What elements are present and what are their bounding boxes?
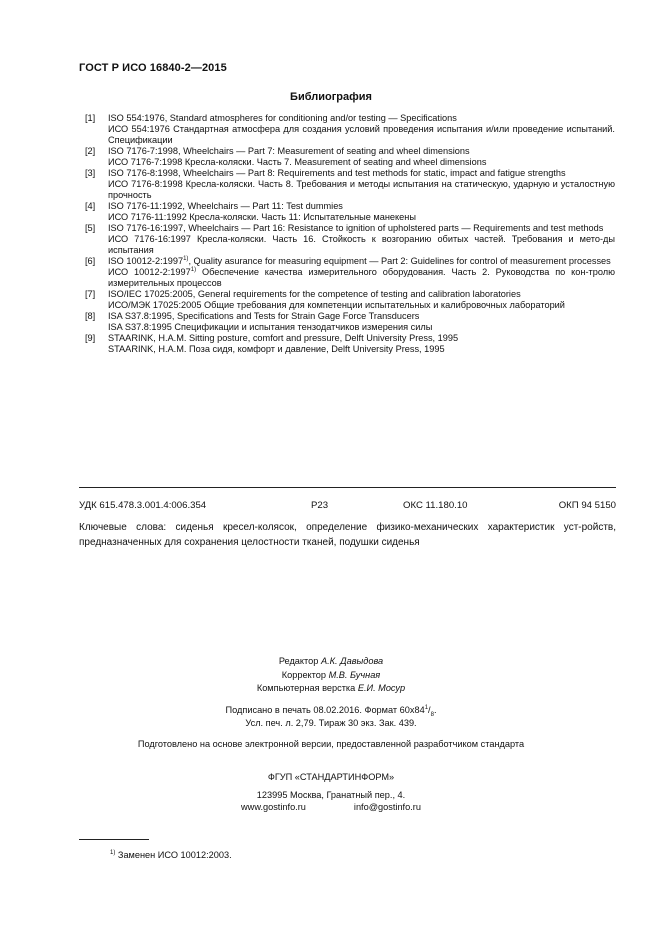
ref-number: [2] xyxy=(85,146,96,156)
bibliography-item xyxy=(85,113,615,146)
footnote-divider xyxy=(79,839,149,840)
ref-line: ИСО 7176-16:1997 Кресла-коляски. Часть 16. Стойкость к возгоранию обитых частей. Требования и мето-ды испытания xyxy=(108,234,615,255)
corrector-label: Корректор xyxy=(281,670,327,680)
corrector-line xyxy=(0,669,662,681)
format-fraction: $^1/_8$ xyxy=(424,704,434,718)
print-line: Усл. печ. л. 2,79. Тираж 30 экз. Зак. 439. xyxy=(245,718,417,728)
ref-number: [6] xyxy=(85,256,96,266)
ref-text: , Quality asurance for measuring equipment — Part 2: Guidelines for control of measurement processes xyxy=(188,256,611,266)
ref-line: STAARINK, H.A.M. Поза сидя, комфорт и давление, Delft University Press, 1995 xyxy=(108,344,445,354)
ref-line: ИСО 7176-7:1998 Кресла-коляски. Часть 7. Measurement of seating and wheel dimensions xyxy=(108,157,487,167)
udk-code: УДК 615.478.3.001.4:006.354 xyxy=(79,500,207,511)
bibliography-item xyxy=(85,201,615,223)
footnote-ref: 1) xyxy=(183,255,189,262)
layout-name: Е.И. Мосур xyxy=(357,683,406,693)
bibliography-item xyxy=(85,311,615,333)
bibliography-list xyxy=(85,113,615,355)
editor-name: А.К. Давыдова xyxy=(320,656,384,666)
okp-code: ОКП 94 5150 xyxy=(558,500,616,511)
ref-line: ISO 7176-16:1997, Wheelchairs — Part 16: Resistance to ignition of upholstered parts — Requirements and test methods xyxy=(108,223,604,233)
ref-line xyxy=(108,267,615,289)
bibliography-item xyxy=(85,256,615,289)
ref-line: ИСО/МЭК 17025:2005 Общие требования для компетенции испытательных и калибровочных лабораторий xyxy=(108,300,565,310)
ref-text: ИСО 10012-2:1997 xyxy=(108,267,191,277)
ref-number: [9] xyxy=(85,333,96,343)
ref-line: ISO 7176-8:1998, Wheelchairs — Part 8: Requirements and test methods for static, impact and fatigue strengths xyxy=(108,168,566,178)
fraction-numerator: 1 xyxy=(424,704,429,711)
ref-number: [7] xyxy=(85,289,96,299)
keywords: Ключевые слова: сиденья кресел-колясок, определение физико-механических характеристик уст-ройств, предназначенных для сохранения целостности тканей, подушки сиденья xyxy=(79,522,616,548)
editor-label: Редактор xyxy=(278,656,319,666)
fraction-denominator: 8 xyxy=(430,711,434,718)
signed-text: Подписано в печать 08.02.2016. Формат 60x84 xyxy=(225,705,425,715)
layout-line xyxy=(0,682,662,694)
editor-line xyxy=(0,655,662,667)
ref-number: [4] xyxy=(85,201,96,211)
ref-line: ISA S37.8:1995 Спецификации и испытания тензодатчиков измерения силы xyxy=(108,322,433,332)
bibliography-item xyxy=(85,168,615,201)
group-code: Р23 xyxy=(311,500,329,511)
ref-line: ISO/IEC 17025:2005, General requirements for the competence of testing and calibration laboratories xyxy=(108,289,521,299)
bibliography-item xyxy=(85,223,615,256)
ref-number: [3] xyxy=(85,168,96,178)
ref-line: ИСО 554:1976 Стандартная атмосфера для создания условий проведения испытания и/или проведение испытаний. Спецификации xyxy=(108,124,615,145)
corrector-name: М.В. Бучная xyxy=(328,670,381,680)
prepared-line: Подготовлено на основе электронной версии, предоставленной разработчиком стандарта xyxy=(137,739,525,749)
ref-line: ISA S37.8:1995, Specifications and Tests for Strain Gage Force Transducers xyxy=(108,311,420,321)
bibliography-item xyxy=(85,289,615,311)
contacts-line xyxy=(0,801,662,813)
ref-line: ISO 554:1976, Standard atmospheres for conditioning and/or testing — Specifications xyxy=(108,113,457,123)
ref-line xyxy=(108,256,615,267)
email-link[interactable]: info@gostinfo.ru xyxy=(353,802,421,812)
footnote xyxy=(110,850,232,860)
ref-number: [5] xyxy=(85,223,96,233)
standard-code: ГОСТ Р ИСО 16840-2—2015 xyxy=(79,62,227,74)
layout-label: Компьютерная верстка xyxy=(256,683,356,693)
ref-number: [1] xyxy=(85,113,96,123)
bibliography-item xyxy=(85,146,615,168)
bibliography-title: Библиография xyxy=(290,91,372,103)
footnote-ref: 1) xyxy=(190,266,197,273)
ref-number: [8] xyxy=(85,311,96,321)
ref-line: ISO 7176-7:1998, Wheelchairs — Part 7: Measurement of seating and wheel dimensions xyxy=(108,146,470,156)
bibliography-item xyxy=(85,333,615,355)
classification-divider xyxy=(79,487,616,488)
publisher-name: ФГУП «СТАНДАРТИНФОРМ» xyxy=(267,772,395,782)
publisher-address: 123995 Москва, Гранатный пер., 4. xyxy=(256,790,406,800)
ref-text: ISO 10012-2:1997 xyxy=(108,256,184,266)
website-link[interactable]: www.gostinfo.ru xyxy=(241,802,306,812)
footnote-marker: 1) xyxy=(110,849,116,856)
ref-line: ИСО 7176-8:1998 Кресла-коляски. Часть 8. Требования и методы испытания на статическую, ударную и усталостную прочность xyxy=(108,179,615,200)
footnote-text: Заменен ИСО 10012:2003. xyxy=(115,850,232,860)
ref-line: ИСО 7176-11:1992 Кресла-коляски. Часть 11: Испытательные манекены xyxy=(108,212,416,222)
oks-code: ОКС 11.180.10 xyxy=(403,500,468,511)
ref-text: Обеспечение качества измерительного оборудования. Часть 2. Руководства по кон-тролю измерительных процессов xyxy=(108,267,615,288)
ref-line: ISO 7176-11:1992, Wheelchairs — Part 11: Test dummies xyxy=(108,201,343,211)
signed-line: Подписано в печать 08.02.2016. Формат $60x84^1/_8$. xyxy=(225,704,437,718)
ref-line: STAARINK, H.A.M. Sitting posture, comfort and pressure, Delft University Press, 1995 xyxy=(108,333,459,343)
